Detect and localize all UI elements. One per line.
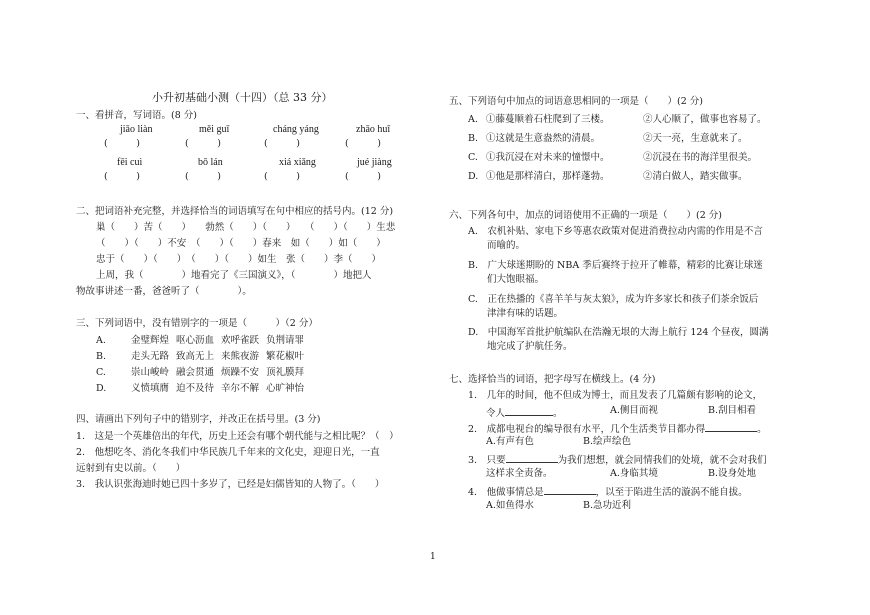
q7-heading: 七、选择恰当的词语，把字母写在横线上。(4 分) [449, 374, 656, 385]
q4-item: 2. 他想吃冬、消化冬我们中华民族几千年来的文化史，迎迎日光，一直 [76, 447, 380, 458]
answer-paren[interactable]: ( ) [345, 138, 381, 149]
option-b: B.绘声绘色 [583, 436, 632, 447]
answer-blank[interactable] [506, 452, 558, 463]
q3-option-word: 负荆请罪 [266, 335, 305, 346]
q5-heading: 五、下列语句中加点的词语意思相同的一项是（ ）(2 分) [449, 96, 703, 107]
q7-text: ，以至于陷进生活的漩涡不能自拔。 [595, 487, 748, 498]
q3-option-label: C. [96, 367, 106, 378]
q3-heading: 三、下列词语中，没有错别字的一项是（ ）（2 分） [76, 318, 318, 329]
q3-option-word: 辛尔不解 [221, 383, 260, 394]
answer-paren[interactable]: ( ) [104, 171, 140, 182]
q3-option-word: 心旷神怡 [266, 383, 305, 394]
q3-option-word: 金璧辉煌 [131, 335, 170, 346]
page-number: 1 [430, 552, 436, 562]
q3-option-label: B. [96, 351, 107, 362]
q2-row: 物故事讲述一番，爸爸听了（ ）。 [76, 286, 252, 297]
q5-option-b: ②清白做人，踏实做事。 [643, 171, 748, 182]
answer-paren[interactable]: ( ) [185, 171, 221, 182]
pinyin-changyang: cháng yáng [273, 124, 319, 135]
pinyin-jiaolian: jiāo liàn [120, 124, 153, 135]
q7-item2-line1 [468, 421, 767, 436]
q6-line: 们大饱眼福。 [468, 274, 545, 285]
option-a: A.有声有色 [486, 436, 534, 447]
q6-line: 津津有味的话题。 [468, 308, 564, 319]
q5-option-label: D. [468, 171, 479, 182]
q7-text: 。 [553, 408, 563, 419]
option-b: B.急功近利 [583, 500, 632, 511]
q5-option-b: ②沉浸在书的海洋里很美。 [643, 152, 758, 163]
q3-option-word: 来熊夜游 [221, 351, 260, 362]
q2-row: 忠于（ ）（ ） （ ）（ ）如生 张（ ）李（ ） [96, 254, 382, 265]
option-b: B.设身处地 [708, 468, 757, 479]
q7-item1-line1: 1. 几年的时间，他不但成为博士，而且发表了几篇颇有影响的论文， [468, 390, 763, 401]
page-title: 小升初基础小测（十四）（总 33 分） [152, 91, 333, 104]
q6-line: B. 广大球迷期盼的 NBA 季后赛终于拉开了帷幕，精彩的比赛让球迷 [468, 260, 763, 271]
q5-option-a: ①这就是生意盎然的清晨。 [486, 133, 601, 144]
q3-option-word: 融会贯通 [176, 367, 215, 378]
option-a: A.如鱼得水 [486, 500, 534, 511]
q6-line: C. 正在热播的《喜羊羊与灰太狼》，成为许多家长和孩子们茶余饭后 [468, 294, 759, 305]
answer-paren[interactable]: ( ) [264, 171, 300, 182]
q3-option-label: D. [96, 383, 107, 394]
answer-paren[interactable]: ( ) [264, 138, 300, 149]
option-b: B.刮目相看 [708, 405, 757, 416]
pinyin-xiaxiang: xiá xiǎng [279, 157, 316, 168]
q7-item3-line2: 这样求全责备。 [486, 468, 553, 479]
answer-blank[interactable] [505, 405, 553, 416]
q3-option-word: 迫不及待 [176, 383, 215, 394]
q2-row: 巢（ ）苦（ ） 勃然（ ）（ ） （ ）（ ）生悲 [96, 222, 396, 233]
q3-option-word: 义愤填膺 [131, 383, 170, 394]
answer-paren[interactable]: ( ) [104, 138, 140, 149]
q7-text: 令人 [486, 408, 506, 419]
option-a: A.侧目而视 [610, 405, 658, 416]
q5-option-label: C. [468, 152, 478, 163]
answer-blank[interactable] [705, 421, 757, 432]
q5-option-b: ②天一亮，生意就来了。 [643, 133, 748, 144]
pinyin-juejiang: jué jiàng [357, 157, 392, 168]
q3-option-word: 致高无上 [176, 351, 215, 362]
pinyin-meigui: měi guī [199, 124, 230, 135]
q5-option-a: ①藤蔓顺着石柱爬到了三楼。 [486, 114, 610, 125]
q7-text: 3. 只要 [468, 455, 506, 466]
q4-item: 3. 我认识张海迪时她已四十多岁了，已经是妇儒皆知的人物了。（ ） [76, 479, 385, 490]
answer-paren[interactable]: ( ) [345, 171, 381, 182]
q6-heading: 六、下列各句中，加点的词语使用不正确的一项是（ ）(2 分) [449, 210, 722, 221]
pinyin-zhaohui: zhāo huī [356, 124, 391, 135]
answer-paren[interactable]: ( ) [185, 138, 221, 149]
q3-option-word: 繁花椒叶 [266, 351, 305, 362]
q2-row: （ ）（ ）不安 （ ）（ ）春来 如（ ）如（ ） [96, 238, 386, 249]
q5-option-label: A. [468, 114, 478, 125]
q5-option-b: ②人心顺了，做事也容易了。 [643, 114, 767, 125]
q5-option-label: B. [468, 133, 479, 144]
pinyin-bolan: bō lán [198, 157, 223, 168]
q3-option-word: 欢呼雀跃 [221, 335, 260, 346]
q7-item3-line1 [468, 452, 767, 467]
q5-option-a: ①我沉浸在对未来的憧憬中。 [486, 152, 610, 163]
pinyin-feicui: fēi cuì [117, 157, 143, 168]
q7-text: 2. 成都电视台的编导很有水平，几个生活类节目都办得 [468, 424, 706, 435]
q6-line: A. 农机补贴、家电下乡等惠农政策对促进消费拉动内需的作用是不言 [468, 226, 763, 237]
q3-option-word: 顶礼膜拜 [266, 367, 305, 378]
q4-heading: 四、请画出下列句子中的错别字，并改正在括号里。(3 分) [76, 414, 321, 425]
q6-line: D. 中国海军首批护航编队在浩瀚无垠的大海上航行 124 个昼夜，圆满 [468, 327, 769, 338]
q3-option-label: A. [96, 335, 106, 346]
answer-blank[interactable] [544, 484, 596, 495]
q6-line: 而喻的。 [468, 240, 526, 251]
q2-row: 上周，我（ ）地看完了《三国演义》，（ ）地把人 [96, 270, 372, 281]
option-a: A.身临其境 [610, 468, 658, 479]
q7-text: 4. 他做事情总是 [468, 487, 544, 498]
q4-item: 远射到有史以前。（ ） [76, 463, 186, 474]
q7-item1-line2 [486, 405, 563, 420]
q4-item: 1. 这是一个英雄倍出的年代，历史上还会有哪个朝代能与之相比呢？（ ） [76, 431, 399, 442]
q7-item4-line1 [468, 484, 748, 499]
q1-heading: 一、看拼音，写词语。(8 分) [76, 110, 197, 121]
q3-option-word: 走头无路 [131, 351, 170, 362]
q2-heading: 二、把词语补充完整，并选择恰当的词语填写在句中相应的括号内。(12 分) [76, 206, 394, 217]
q3-option-word: 烦躁不安 [221, 367, 260, 378]
q3-option-word: 崇山峻岭 [131, 367, 170, 378]
q3-option-word: 呕心沥血 [176, 335, 215, 346]
q7-text: 。 [757, 424, 767, 435]
q7-text: 为我们想想，就会同情我们的处境，就不会对我们 [557, 455, 767, 466]
q6-line: 地完成了护航任务。 [468, 341, 573, 352]
q5-option-a: ①他是那样清白，那样蓬勃。 [486, 171, 610, 182]
